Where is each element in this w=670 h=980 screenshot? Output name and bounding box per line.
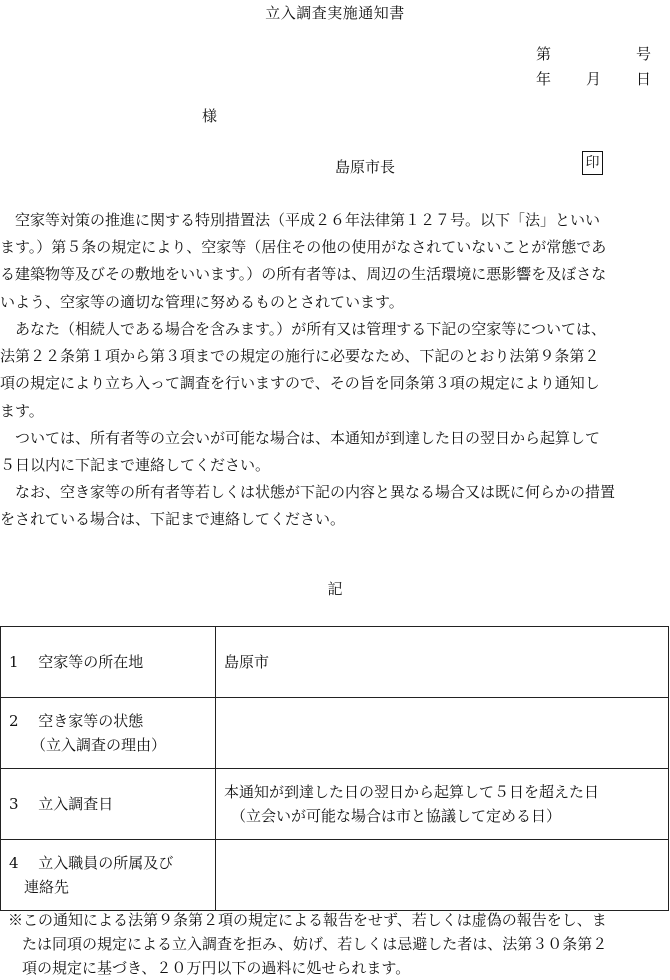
details-table (0, 626, 669, 911)
row-label-text: 4 立入職員の所属及び (9, 854, 174, 872)
row-label (1, 769, 216, 840)
paragraph-line: ついては、所有者等の立会いが可能な場合は、本通知が到達した日の翌日から起算して (15, 429, 601, 447)
ki-heading: 記 (327, 580, 343, 598)
row-label-text: 3 立入調査日 (9, 795, 114, 813)
issuer-name: 島原市長 (335, 158, 396, 176)
paragraph-line: 法第２２条第１項から第３項までの規定の施行に必要なため、下記のとおり法第９条第２ (0, 347, 600, 366)
row-label (1, 698, 216, 769)
paragraph-line: なお、空き家等の所有者等若しくは状態が下記の内容と異なる場合又は既に何らかの措置 (15, 483, 616, 501)
note-line: ※この通知による法第９条第２項の規定による報告をせず、若しくは虚偽の報告をし、ま (8, 911, 607, 929)
row-label-text: 2 空き家等の状態 (9, 712, 144, 730)
number-label: 第 (536, 45, 552, 63)
row-label-subtext: 連絡先 (24, 878, 70, 896)
table-row (1, 840, 669, 911)
paragraph-line: ます。）第５条の規定により、空家等（居住その他の使用がなされていないことが常態であ (0, 238, 607, 257)
body-paragraph-4 (0, 479, 670, 533)
row-label (1, 627, 216, 698)
row-label-subtext: （立入調査の理由） (31, 736, 167, 754)
paragraph-line: をされている場合は、下記まで連絡してください。 (0, 510, 346, 529)
row-value-text: 本通知が到達した日の翌日から起算して５日を超えた日 (224, 783, 600, 801)
penalty-note (0, 908, 670, 980)
paragraph-line: る建築物等及びその敷地をいいます。）の所有者等は、周辺の生活環境に悪影響を及ぼさな (0, 265, 607, 284)
body-paragraph-1 (0, 207, 670, 316)
date-month: 月 (586, 70, 602, 88)
row-value (216, 769, 669, 840)
row-value-text: 島原市 (224, 653, 270, 671)
body-paragraph-3 (0, 425, 670, 479)
row-value-subtext: （立会いが可能な場合は市と協議して定める日） (231, 807, 562, 825)
paragraph-line: 空家等対策の推進に関する特別措置法（平成２６年法律第１２７号。以下「法」といい (15, 211, 601, 229)
addressee-suffix: 様 (202, 107, 218, 125)
table-row (1, 698, 669, 769)
paragraph-line: 項の規定により立ち入って調査を行いますので、その旨を同条第３項の規定により通知し (0, 374, 600, 393)
paragraph-line: ５日以内に下記まで連絡してください。 (0, 456, 271, 475)
body-paragraph-2 (0, 316, 670, 425)
date-day: 日 (636, 70, 652, 88)
paragraph-line: あなた（相続人である場合を含みます。）が所有又は管理する下記の空家等については、 (15, 320, 607, 338)
number-suffix: 号 (636, 45, 652, 63)
row-value (216, 840, 669, 911)
date-year: 年 (536, 70, 552, 88)
row-value (216, 627, 669, 698)
seal-mark: 印 (582, 151, 603, 175)
paragraph-line: ます。 (0, 401, 44, 420)
document-title: 立入調査実施通知書 (265, 4, 405, 22)
row-label (1, 840, 216, 911)
note-line: たは同項の規定による立入調査を拒み、妨げ、若しくは忌避した者は、法第３０条第２ (22, 935, 608, 953)
row-value (216, 698, 669, 769)
table-row (1, 769, 669, 840)
paragraph-line: いよう、空家等の適切な管理に努めるものとされています。 (0, 292, 404, 311)
note-line: 項の規定に基づき、２０万円以下の過料に処せられます。 (22, 959, 411, 977)
table-row (1, 627, 669, 698)
row-label-text: 1 空家等の所在地 (9, 653, 144, 671)
